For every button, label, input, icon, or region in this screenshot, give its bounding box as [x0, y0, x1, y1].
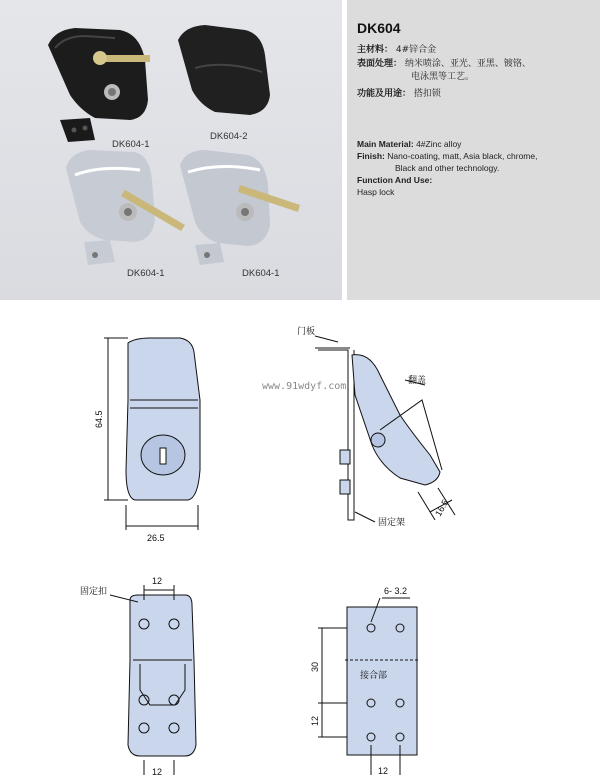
cn-finish-label: 表面处理：	[357, 59, 403, 69]
cn-material-label: 主材料：	[357, 45, 394, 55]
dim-top-12: 12	[152, 576, 163, 586]
en-material-label: Main Material:	[357, 139, 414, 149]
dim-height: 64.5	[94, 410, 104, 428]
photo-caption-1: DK604-1	[112, 139, 150, 150]
en-finish-value-1: Nano-coating, matt, Asia black, chrome,	[387, 151, 538, 161]
cn-material-value: 4#锌合金	[395, 45, 437, 55]
dim-12-side: 12	[310, 715, 320, 726]
dim-width: 26.5	[147, 533, 165, 543]
label-catch: 固定扣	[80, 587, 108, 597]
label-joint: 接合部	[360, 671, 388, 681]
site-watermark: www.91wdyf.com	[262, 381, 347, 392]
dim-holes: 6- 3.2	[384, 586, 408, 596]
photo-caption-2: DK604-2	[210, 131, 248, 142]
photo-caption-3: DK604-1	[127, 268, 165, 279]
cn-function-label: 功能及用途：	[357, 89, 412, 99]
side-view-drawing	[315, 336, 455, 522]
photo-caption-4: DK604-1	[242, 268, 280, 279]
dim-bottom-12: 12	[152, 767, 163, 775]
en-finish-label: Finish:	[357, 151, 385, 161]
catch-view-drawing	[110, 585, 196, 775]
front-view-drawing	[104, 338, 200, 530]
label-bracket: 固定架	[378, 518, 406, 528]
cn-function-value: 搭扣锁	[413, 89, 441, 99]
en-function-label: Function And Use:	[357, 175, 433, 185]
dim-side: 16.5	[433, 497, 451, 518]
base-plate-drawing	[318, 598, 420, 775]
dim-30: 30	[310, 661, 320, 672]
label-door: 门板	[297, 327, 316, 337]
dim-plate-12: 12	[378, 766, 389, 775]
en-finish-value-2: Black and other technology.	[395, 163, 500, 173]
model-title: DK604	[357, 20, 401, 36]
cn-finish-value-1: 纳米喷涂、亚光、亚黑、镀铬、	[404, 59, 531, 69]
cn-finish-value-2: 电泳黑等工艺。	[411, 72, 475, 82]
label-flip-cover: 翻盖	[408, 376, 427, 386]
en-function-value: Hasp lock	[357, 187, 395, 197]
en-material-value: 4#Zinc alloy	[416, 139, 462, 149]
